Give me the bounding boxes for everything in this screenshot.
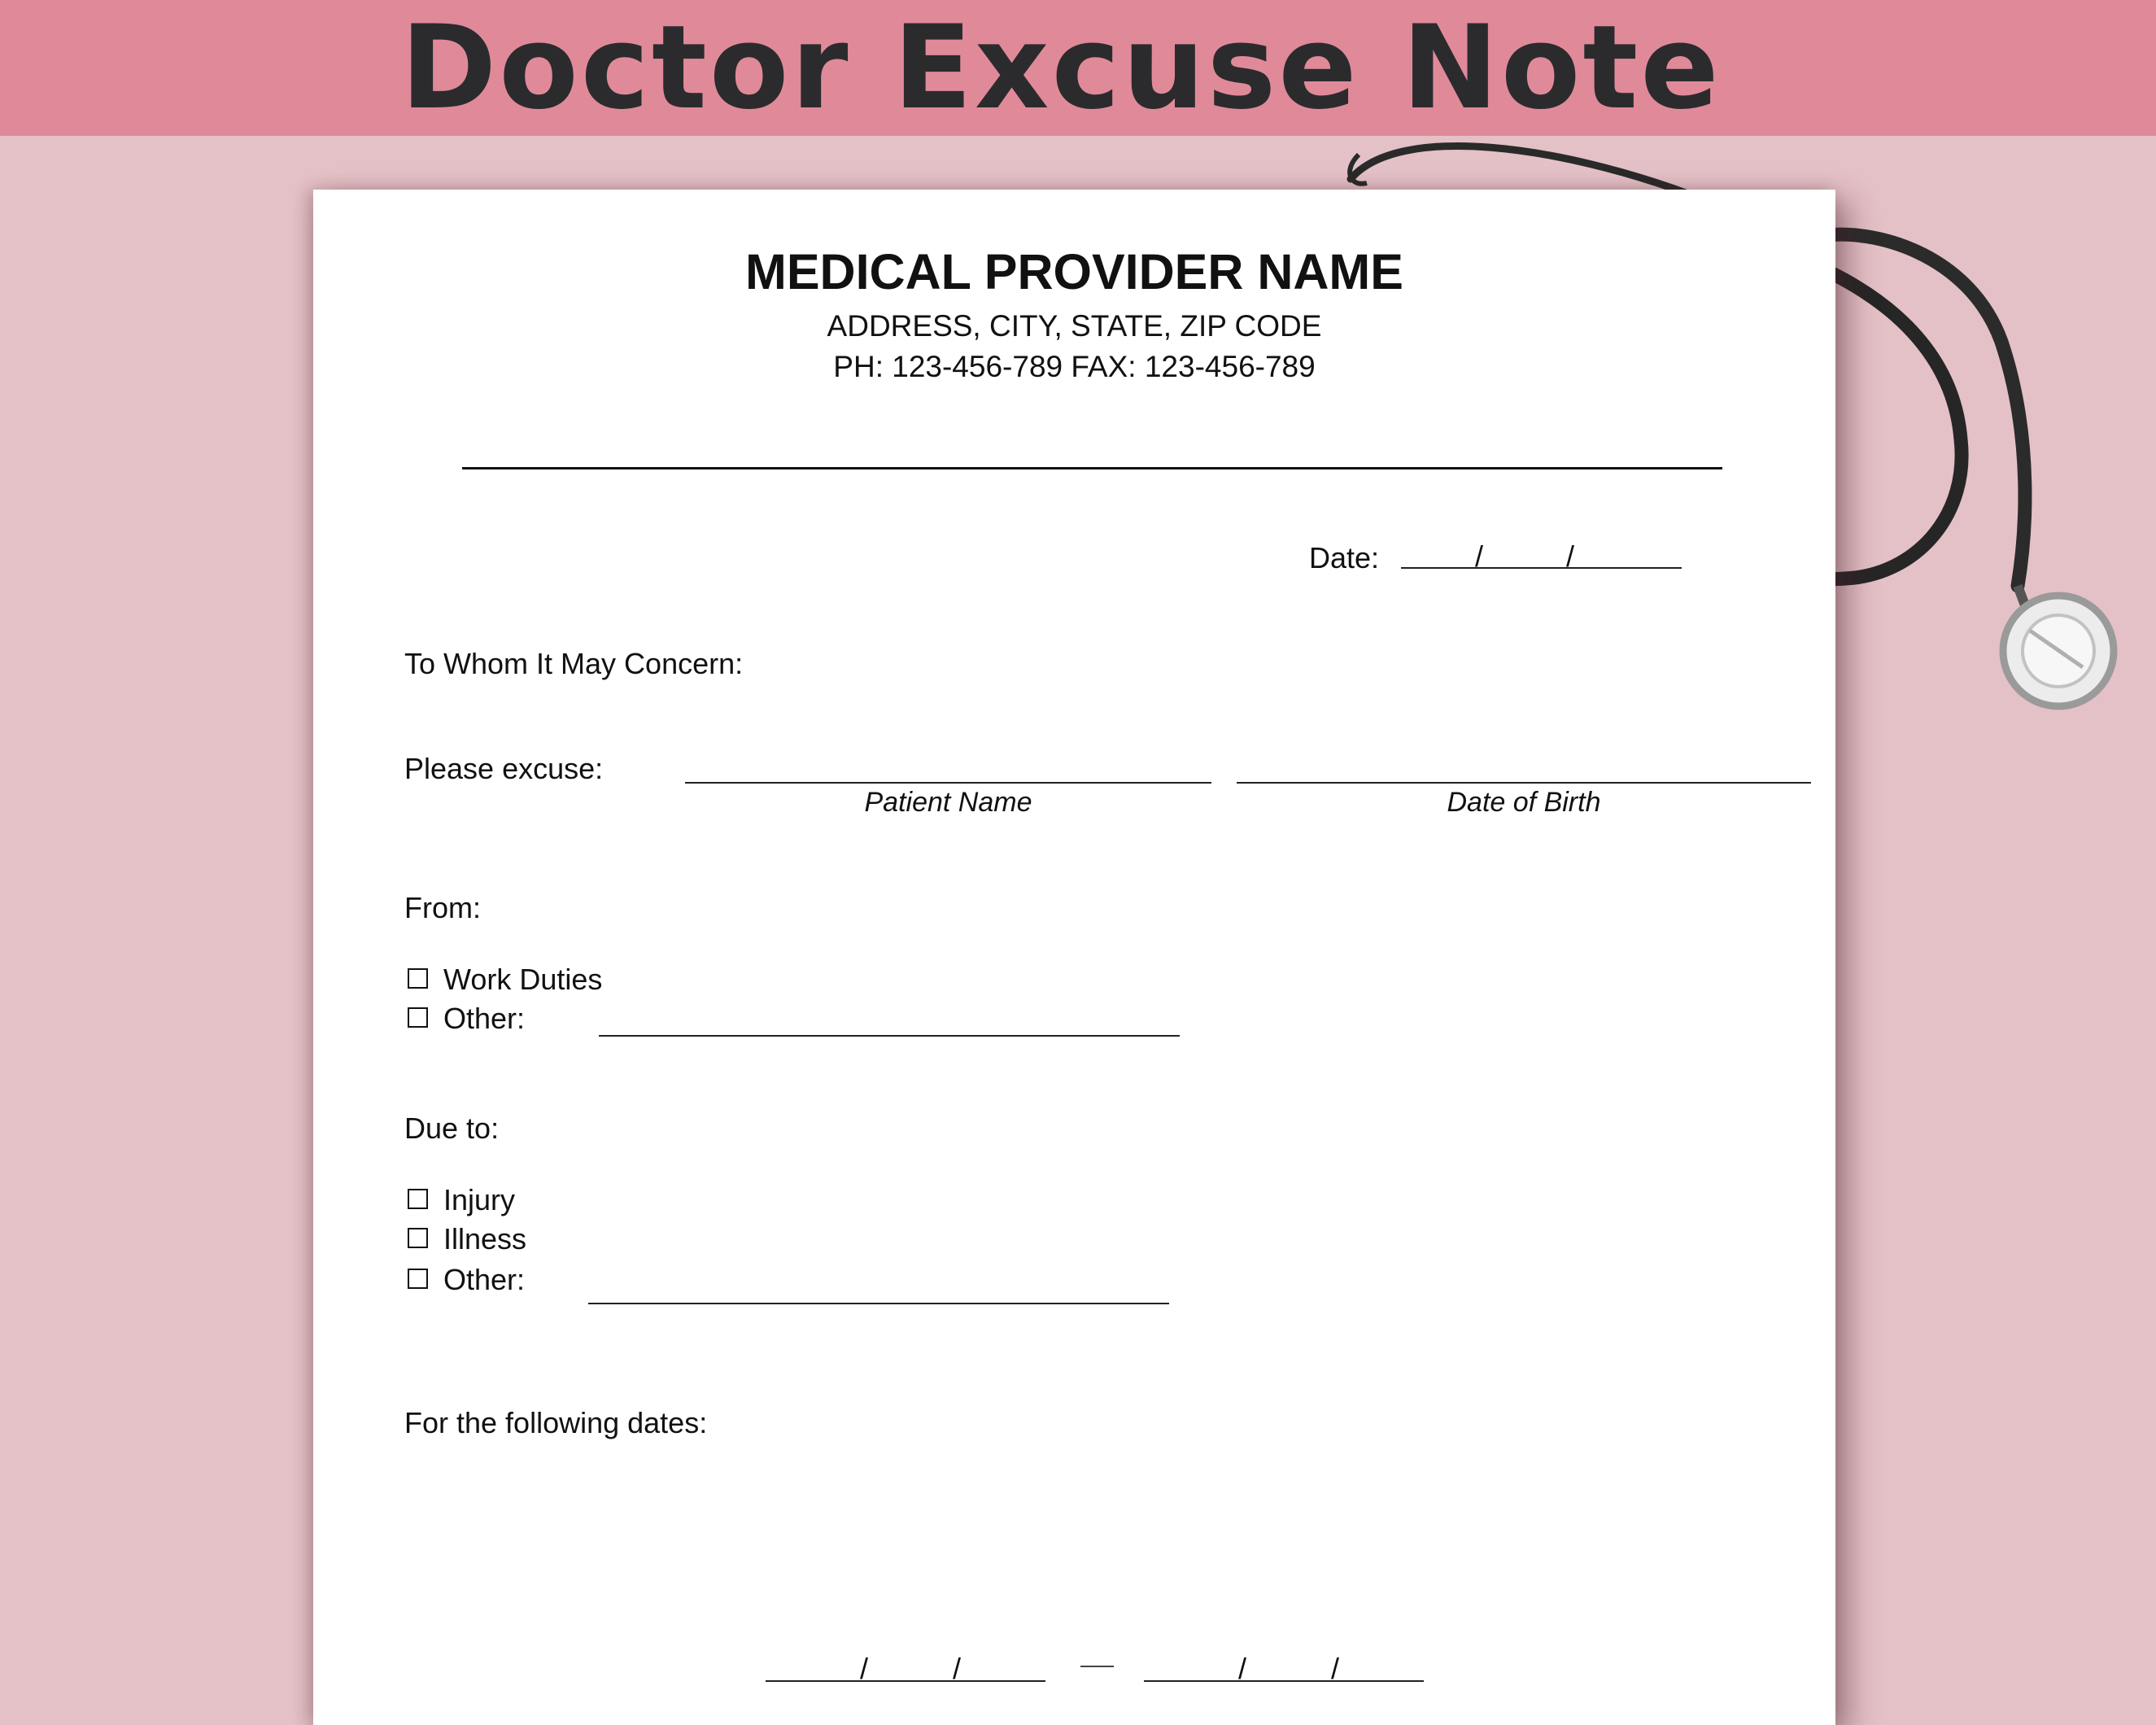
salutation: To Whom It May Concern: <box>404 647 744 680</box>
from-other-label: Other: <box>443 1002 526 1035</box>
due-other-line[interactable] <box>588 1303 1169 1304</box>
start-date-line[interactable] <box>766 1680 1045 1682</box>
provider-address: ADDRESS, CITY, STATE, ZIP CODE <box>827 309 1322 343</box>
provider-name: MEDICAL PROVIDER NAME <box>745 244 1403 299</box>
from-other-line[interactable] <box>599 1035 1180 1037</box>
due-other-checkbox[interactable] <box>408 1269 428 1289</box>
end-date-slash-1: / <box>1238 1652 1247 1685</box>
excuse-note-form <box>313 190 1835 1725</box>
date-of-birth-caption: Date of Birth <box>1447 787 1601 818</box>
work-duties-checkbox[interactable] <box>408 968 428 989</box>
end-date-line[interactable] <box>1144 1680 1424 1682</box>
illness-checkbox[interactable] <box>408 1228 428 1248</box>
please-excuse-label: Please excuse: <box>404 752 604 785</box>
date-of-birth-line[interactable] <box>1237 782 1811 784</box>
end-date-slash-2: / <box>1331 1652 1340 1685</box>
provider-phone: PH: 123-456-789 FAX: 123-456-789 <box>833 350 1316 383</box>
following-dates-label: For the following dates: <box>404 1406 708 1439</box>
date-range-dash <box>1080 1666 1114 1667</box>
date-slash-1: / <box>1475 539 1484 573</box>
date-label: Date: <box>1309 541 1380 574</box>
due-to-label: Due to: <box>404 1111 500 1145</box>
illness-label: Illness <box>443 1222 527 1256</box>
work-duties-label: Work Duties <box>443 963 603 996</box>
due-other-label: Other: <box>443 1263 526 1296</box>
start-date-slash-1: / <box>860 1652 869 1685</box>
title-banner <box>0 0 2156 136</box>
patient-name-line[interactable] <box>685 782 1211 784</box>
injury-label: Injury <box>443 1183 516 1216</box>
patient-name-caption: Patient Name <box>864 787 1032 818</box>
from-label: From: <box>404 891 481 924</box>
date-line[interactable] <box>1401 567 1682 569</box>
header-divider <box>462 467 1722 469</box>
start-date-slash-2: / <box>953 1652 962 1685</box>
banner-title: Doctor Excuse Note <box>400 0 1722 135</box>
date-slash-2: / <box>1566 539 1575 573</box>
from-other-checkbox[interactable] <box>408 1007 428 1028</box>
injury-checkbox[interactable] <box>408 1189 428 1209</box>
